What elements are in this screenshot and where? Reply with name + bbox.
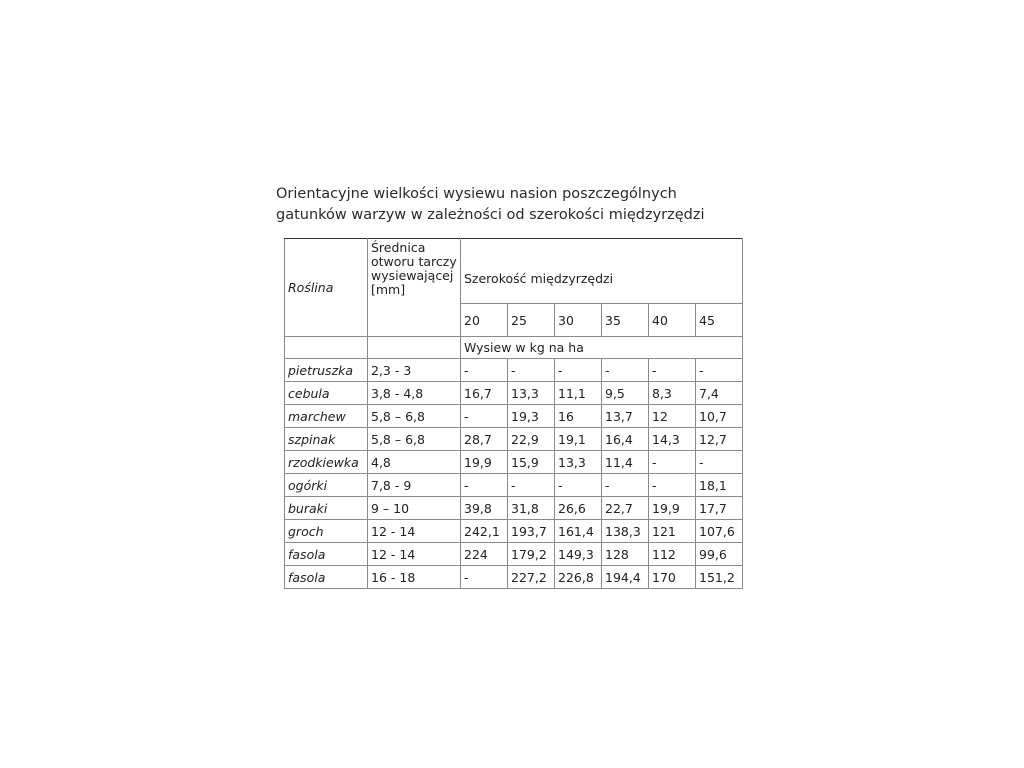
plant-cell: cebula [285,382,368,405]
rate-cell: - [461,405,508,428]
rate-cell: 193,7 [508,520,555,543]
rate-cell: 22,7 [602,497,649,520]
title-line-1: Orientacyjne wielkości wysiewu nasion poszczególnych [276,186,677,202]
rate-cell: 26,6 [555,497,602,520]
title-line-2: gatunków warzyw w zależności od szerokości międzyrzędzi [276,207,705,223]
rate-cell: - [602,359,649,382]
table-row [285,382,743,405]
rate-cell: - [602,474,649,497]
plant-cell: buraki [285,497,368,520]
rate-cell: 16,7 [461,382,508,405]
header-width: 20 [461,304,508,337]
rate-cell: 12 [649,405,696,428]
rate-cell: - [696,359,743,382]
diameter-cell: 9 – 10 [368,497,461,520]
rate-cell: 161,4 [555,520,602,543]
rate-cell: 170 [649,566,696,589]
rate-cell: 224 [461,543,508,566]
plant-cell: rzodkiewka [285,451,368,474]
rate-cell: 16,4 [602,428,649,451]
rate-cell: 15,9 [508,451,555,474]
header-plant: Roślina [285,239,368,337]
rate-cell: 17,7 [696,497,743,520]
plant-cell: marchew [285,405,368,428]
rate-cell: 151,2 [696,566,743,589]
rate-cell: 19,9 [649,497,696,520]
rate-cell: 194,4 [602,566,649,589]
rate-cell: - [508,474,555,497]
header-width: 30 [555,304,602,337]
rate-cell: - [649,474,696,497]
header-width: 45 [696,304,743,337]
header-width: 35 [602,304,649,337]
rate-cell: 31,8 [508,497,555,520]
rate-cell: 39,8 [461,497,508,520]
diameter-cell: 3,8 - 4,8 [368,382,461,405]
plant-cell: ogórki [285,474,368,497]
document-title [276,184,756,226]
table-row [285,474,743,497]
rate-cell: 28,7 [461,428,508,451]
rate-cell: 19,3 [508,405,555,428]
rate-cell: 14,3 [649,428,696,451]
rate-cell: 9,5 [602,382,649,405]
rate-cell: - [461,566,508,589]
rate-cell: 128 [602,543,649,566]
diameter-cell: 12 - 14 [368,543,461,566]
seeding-rate-table [284,238,743,589]
rate-cell: 12,7 [696,428,743,451]
rate-cell: 121 [649,520,696,543]
rate-cell: 227,2 [508,566,555,589]
diameter-cell: 16 - 18 [368,566,461,589]
table-row [285,451,743,474]
rate-cell: - [461,474,508,497]
plant-cell: szpinak [285,428,368,451]
table-row [285,428,743,451]
unit-empty-cell [285,337,368,359]
unit-empty-cell [368,337,461,359]
header-unit: Wysiew w kg na ha [461,337,743,359]
rate-cell: 19,1 [555,428,602,451]
rate-cell: 10,7 [696,405,743,428]
diameter-cell: 7,8 - 9 [368,474,461,497]
rate-cell: 18,1 [696,474,743,497]
rate-cell: - [461,359,508,382]
rate-cell: 7,4 [696,382,743,405]
header-diameter: Średnica otworu tarczy wysiewającej [mm] [368,239,461,337]
table-row [285,405,743,428]
header-width: 40 [649,304,696,337]
rate-cell: 179,2 [508,543,555,566]
rate-cell: 11,4 [602,451,649,474]
rate-cell: - [508,359,555,382]
table-row [285,566,743,589]
rate-cell: - [555,474,602,497]
table-row [285,497,743,520]
diameter-cell: 4,8 [368,451,461,474]
rate-cell: 107,6 [696,520,743,543]
plant-cell: pietruszka [285,359,368,382]
rate-cell: 11,1 [555,382,602,405]
rate-cell: 16 [555,405,602,428]
diameter-cell: 2,3 - 3 [368,359,461,382]
rate-cell: 19,9 [461,451,508,474]
rate-cell: - [649,359,696,382]
diameter-cell: 5,8 – 6,8 [368,428,461,451]
rate-cell: 13,3 [555,451,602,474]
rate-cell: 242,1 [461,520,508,543]
rate-cell: - [649,451,696,474]
table-unit-row [285,337,743,359]
plant-cell: fasola [285,566,368,589]
rate-cell: 226,8 [555,566,602,589]
diameter-cell: 12 - 14 [368,520,461,543]
table-row [285,520,743,543]
rate-cell: 138,3 [602,520,649,543]
rate-cell: - [555,359,602,382]
header-width: 25 [508,304,555,337]
rate-cell: 149,3 [555,543,602,566]
rate-cell: 112 [649,543,696,566]
diameter-cell: 5,8 – 6,8 [368,405,461,428]
plant-cell: fasola [285,543,368,566]
table-row [285,543,743,566]
table-header-row [285,239,743,304]
plant-cell: groch [285,520,368,543]
rate-cell: 8,3 [649,382,696,405]
header-spacing: Szerokość międzyrzędzi [461,239,743,304]
rate-cell: - [696,451,743,474]
rate-cell: 22,9 [508,428,555,451]
rate-cell: 13,7 [602,405,649,428]
rate-cell: 13,3 [508,382,555,405]
rate-cell: 99,6 [696,543,743,566]
table-row [285,359,743,382]
